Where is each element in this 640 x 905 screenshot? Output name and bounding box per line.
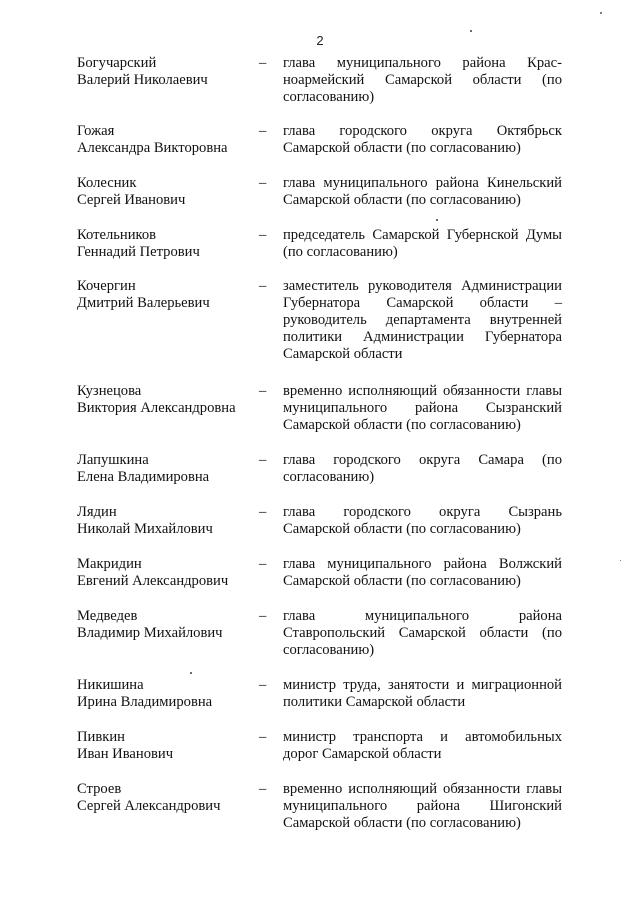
member-name	[77, 227, 252, 261]
member-name	[77, 383, 252, 417]
member-position	[283, 729, 562, 763]
member-position	[283, 55, 562, 106]
member-position	[283, 227, 562, 261]
position-line: глава городского округа Сызрань	[283, 504, 562, 520]
position-line: Самарской области (по согласованию)	[283, 573, 521, 589]
member-surname: Строев	[77, 781, 122, 797]
member-given-names: Елена Владимировна	[77, 469, 210, 485]
position-line: Самарской области (по согласованию)	[283, 815, 521, 831]
member-position	[283, 452, 562, 486]
position-line: заместитель руководителя Администрации	[283, 278, 562, 294]
position-line: глава муниципального района Крас-	[283, 55, 562, 71]
member-given-names: Иван Иванович	[77, 746, 174, 762]
member-given-names: Александра Викторовна	[77, 140, 228, 156]
scan-speck	[600, 12, 602, 14]
member-position	[283, 123, 562, 157]
member-surname: Богучарский	[77, 55, 157, 71]
dash-separator: –	[259, 278, 267, 294]
position-line: политики Самарской области	[283, 694, 466, 710]
member-given-names: Виктория Александровна	[77, 400, 236, 416]
position-line: председатель Самарской Губернской Думы	[283, 227, 562, 243]
member-given-names: Сергей Иванович	[77, 192, 186, 208]
position-line: ноармейский Самарской области (по	[283, 72, 562, 88]
member-position	[283, 278, 562, 363]
member-given-names: Сергей Александрович	[77, 798, 221, 814]
scan-speck	[620, 560, 621, 561]
scan-speck	[470, 30, 472, 32]
member-surname: Гожая	[77, 123, 115, 139]
position-line: согласованию)	[283, 469, 375, 485]
dash-separator: –	[259, 556, 267, 572]
dash-separator: –	[259, 383, 267, 399]
position-line: согласованию)	[283, 89, 375, 105]
member-name	[77, 729, 252, 763]
dash-separator: –	[259, 55, 267, 71]
position-line: муниципального района Сызранский	[283, 400, 562, 416]
member-given-names: Валерий Николаевич	[77, 72, 208, 88]
position-line: глава муниципального района Кинельский	[283, 175, 562, 191]
position-line: Ставропольский Самарской области (по	[283, 625, 562, 641]
position-line: политики Администрации Губернатора	[283, 329, 562, 345]
member-position	[283, 556, 562, 590]
member-given-names: Евгений Александрович	[77, 573, 229, 589]
position-line: Самарской области (по согласованию)	[283, 417, 521, 433]
member-surname: Пивкин	[77, 729, 125, 745]
position-line: руководитель департамента внутренней	[283, 312, 562, 328]
position-line: глава городского округа Октябрьск	[283, 123, 562, 139]
member-name	[77, 175, 252, 209]
position-line: временно исполняющий обязанности главы	[283, 383, 562, 399]
member-surname: Никишина	[77, 677, 144, 693]
page-number: 2	[316, 33, 324, 48]
position-line: глава городского округа Самара (по	[283, 452, 562, 468]
position-line: временно исполняющий обязанности главы	[283, 781, 562, 797]
position-line: министр транспорта и автомобильных	[283, 729, 562, 745]
dash-separator: –	[259, 452, 267, 468]
member-given-names: Геннадий Петрович	[77, 244, 200, 260]
dash-separator: –	[259, 175, 267, 191]
member-name	[77, 55, 252, 89]
scan-speck	[436, 219, 438, 221]
member-surname: Лапушкина	[77, 452, 149, 468]
member-surname: Кузнецова	[77, 383, 142, 399]
member-surname: Макридин	[77, 556, 142, 572]
position-line: согласованию)	[283, 642, 375, 658]
position-line: Самарской области (по согласованию)	[283, 521, 521, 537]
position-line: глава муниципального района Волжский	[283, 556, 562, 572]
member-name	[77, 123, 252, 157]
position-line: министр труда, занятости и миграционной	[283, 677, 562, 693]
dash-separator: –	[259, 123, 267, 139]
member-name	[77, 608, 252, 642]
member-surname: Котельников	[77, 227, 157, 243]
member-position	[283, 504, 562, 538]
position-line: глава муниципального района	[283, 608, 562, 624]
position-line: дорог Самарской области	[283, 746, 442, 762]
position-line: Самарской области (по согласованию)	[283, 192, 521, 208]
member-surname: Кочергин	[77, 278, 136, 294]
position-line: Самарской области	[283, 346, 403, 362]
member-name	[77, 278, 252, 312]
scan-speck	[190, 672, 192, 674]
member-position	[283, 608, 562, 659]
member-surname: Колесник	[77, 175, 137, 191]
dash-separator: –	[259, 227, 267, 243]
dash-separator: –	[259, 729, 267, 745]
member-given-names: Николай Михайлович	[77, 521, 213, 537]
dash-separator: –	[259, 504, 267, 520]
position-line: (по согласованию)	[283, 244, 398, 260]
member-position	[283, 383, 562, 434]
dash-separator: –	[259, 781, 267, 797]
member-given-names: Ирина Владимировна	[77, 694, 213, 710]
member-name	[77, 781, 252, 815]
member-given-names: Дмитрий Валерьевич	[77, 295, 210, 311]
position-line: муниципального района Шигонский	[283, 798, 562, 814]
dash-separator: –	[259, 608, 267, 624]
member-given-names: Владимир Михайлович	[77, 625, 223, 641]
member-name	[77, 677, 252, 711]
member-name	[77, 504, 252, 538]
member-surname: Медведев	[77, 608, 138, 624]
position-line: Самарской области (по согласованию)	[283, 140, 521, 156]
dash-separator: –	[259, 677, 267, 693]
member-position	[283, 781, 562, 832]
member-position	[283, 677, 562, 711]
member-name	[77, 452, 252, 486]
member-position	[283, 175, 562, 209]
member-surname: Лядин	[77, 504, 117, 520]
position-line: Губернатора Самарской области –	[283, 295, 562, 311]
member-name	[77, 556, 252, 590]
